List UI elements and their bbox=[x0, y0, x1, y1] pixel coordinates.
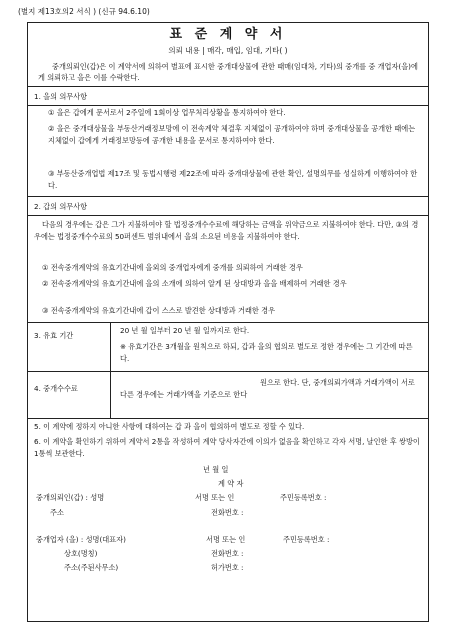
divider bbox=[28, 196, 428, 197]
divider bbox=[28, 418, 428, 419]
section2-paragraph: 다음의 경우에는 갑은 그가 지불하여야 할 법정중개수수료에 해당하는 금액을 위약금으로 지불하여야 한다. 다만, ③의 경우에는 법정중개수수료의 50퍼센트 범위내에서 을의 소요된 비용을 지불하여야 한다. bbox=[34, 220, 419, 241]
section1-item-1: ① 을은 갑에게 문서로서 2주일에 1회이상 업무처리상황을 통지하여야 한다. bbox=[48, 108, 286, 117]
agent-id-label: 주민등록번호 : bbox=[283, 535, 330, 544]
request-content-line: 의뢰 내용 | 매각, 매입, 임대, 기타( ) bbox=[168, 46, 288, 55]
contract-date: 년 월 일 bbox=[203, 465, 229, 474]
divider bbox=[28, 371, 428, 372]
column-divider bbox=[110, 322, 111, 418]
divider bbox=[28, 105, 428, 106]
validity-label: 3. 유효 기간 bbox=[34, 331, 74, 340]
validity-note: ※ 유효기간은 3개월을 원칙으로 하되, 갑과 을의 협의로 별도로 정한 경우에는 그 기간에 따른다. bbox=[120, 342, 413, 363]
section2-heading: 2. 갑의 의무사항 bbox=[34, 202, 88, 211]
form-title: 표 준 계 약 서 bbox=[169, 27, 287, 42]
agent-license-label: 허가번호 : bbox=[211, 563, 244, 572]
client-id-label: 주민등록번호 : bbox=[280, 493, 327, 502]
section2-item-3: ③ 전속중개계약의 유효기간내에 갑이 스스로 발견한 상대방과 거래한 경우 bbox=[42, 306, 276, 315]
agent-role-name: 중개업자 (을) : 성명(대표자) bbox=[36, 535, 126, 544]
client-signature-label: 서명 또는 인 bbox=[195, 493, 235, 502]
agent-signature-label: 서명 또는 인 bbox=[206, 535, 246, 544]
section1-item-3: ③ 부동산중개업법 제17조 및 동법시행령 제22조에 따라 중개대상물에 관한 확인, 설명의무를 성실하게 이행하여야 한다. bbox=[48, 169, 418, 190]
client-address-label: 주소 bbox=[50, 508, 64, 517]
form-header: (별지 제13호의2 서식 ) (신규 94.6.10) bbox=[18, 7, 150, 16]
divider bbox=[28, 215, 428, 216]
fee-text: 원으로 한다. 단, 중개의뢰가액과 거래가액이 서로 다른 경우에는 거래가액을 기준으로 한다 bbox=[120, 378, 415, 399]
intro-paragraph: 중개의뢰인(갑)은 이 계약서에 의하여 별표에 표시한 중개대상물에 관한 때매(임대차, 기타)의 중개를 중 개업자(을)에게 의뢰하고 을은 이를 수락한다. bbox=[38, 62, 418, 83]
section2-item-2: ② 전속중개계약의 유효기간내에 을의 소개에 의하여 알게 된 상대방과 을을 배제하여 거래한 경우 bbox=[42, 279, 347, 288]
section1-item-2: ② 을은 중개대상물을 부동산거래정보망에 이 전속계약 체결후 지체없이 공개하여야 하며 중개대상물을 공개한 때에는 지체없이 갑에게 거래정보망등에 공개한 내용을 문서로 통지하여야 한다. bbox=[48, 124, 416, 145]
section1-heading: 1. 을의 의무사항 bbox=[34, 92, 88, 101]
agent-phone-label: 전화번호 : bbox=[211, 549, 244, 558]
agent-firm-label: 상호(명칭) bbox=[64, 549, 98, 558]
client-phone-label: 전화번호 : bbox=[211, 508, 244, 517]
contract-form bbox=[27, 22, 429, 622]
section5-text: 5. 이 계약에 정하지 아니한 사항에 대하여는 갑 과 을이 협의하여 별도로 정할 수 있다. bbox=[34, 422, 305, 431]
client-role-name: 중개의뢰인(갑) : 성명 bbox=[36, 493, 105, 502]
divider bbox=[28, 322, 428, 323]
divider bbox=[28, 86, 428, 87]
validity-period: 20 년 월 일부터 20 년 월 일까지로 한다. bbox=[120, 326, 250, 335]
fee-label: 4. 중개수수료 bbox=[34, 384, 78, 393]
parties-heading: 계 약 자 bbox=[218, 479, 244, 488]
section6-text: 6. 이 계약을 확인하기 위하여 계약서 2통을 작성하여 계약 당사자간에 이의가 없음을 확인하고 각자 서명, 날인한 후 쌍방이 1통씩 보관한다. bbox=[34, 437, 420, 458]
agent-office-label: 주소(주된사무소) bbox=[64, 563, 119, 572]
section2-item-1: ① 전속중개계약의 유효기간내에 을외의 중개업자에게 중개를 의뢰하여 거래한 경우 bbox=[42, 263, 303, 272]
